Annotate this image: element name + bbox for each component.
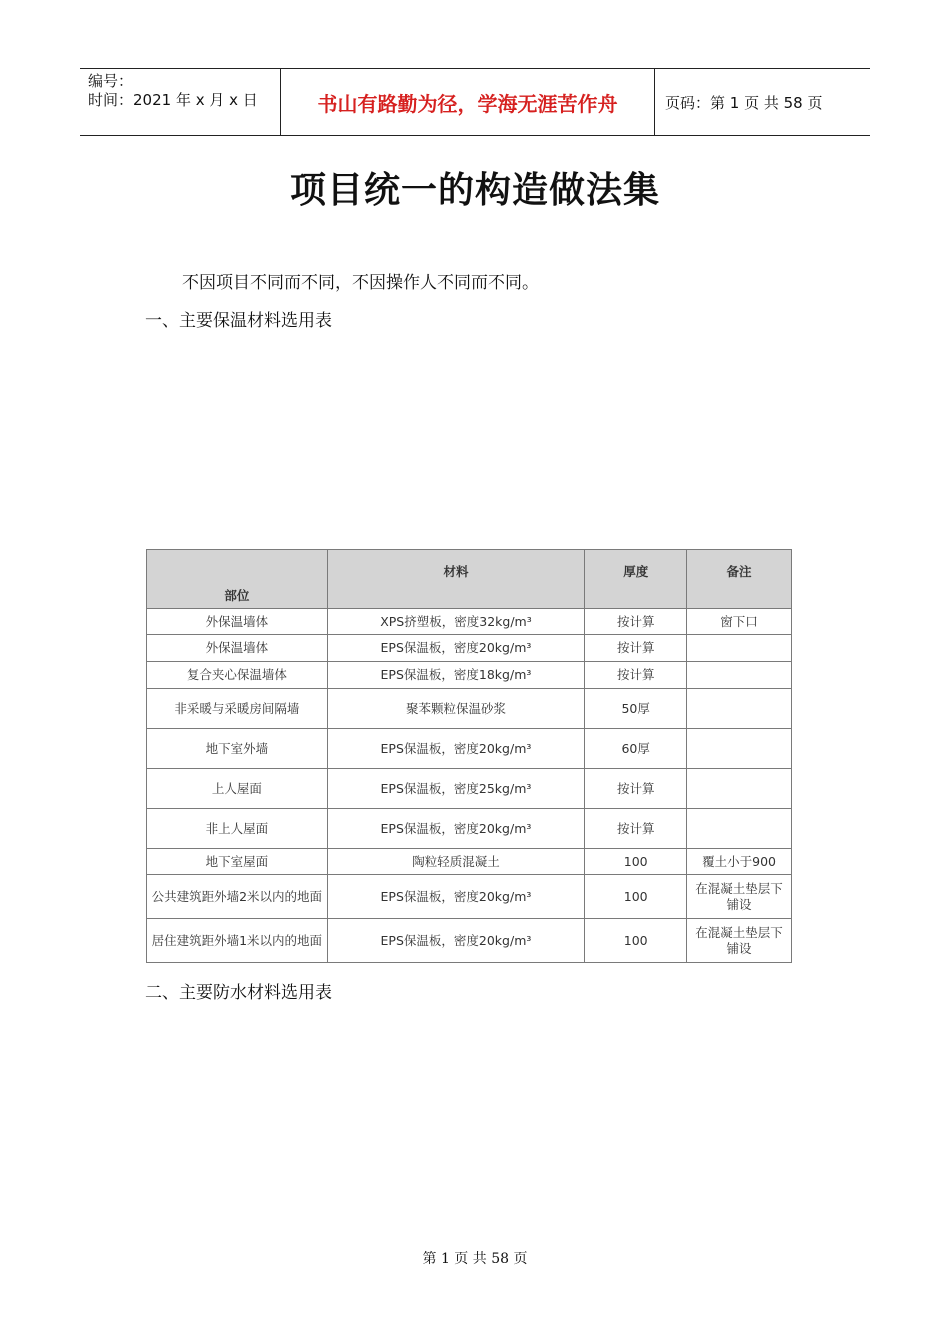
cell-remark — [687, 635, 792, 662]
table-row — [147, 769, 792, 809]
table-row — [147, 919, 792, 963]
cell-remark — [687, 809, 792, 849]
cell-thickness: 60厚 — [585, 729, 687, 769]
document-title: 项目统一的构造做法集 — [289, 170, 660, 211]
cell-remark — [687, 662, 792, 689]
cell-thickness: 50厚 — [585, 689, 687, 729]
cell-material: EPS保温板，密度18kg/m³ — [327, 662, 585, 689]
header-motto: 书山有路勤为径，学海无涯苦作舟 — [281, 69, 655, 135]
cell-remark: 在混凝土垫层下铺设 — [687, 919, 792, 963]
page-footer: 第 1 页 共 58 页 — [422, 1251, 528, 1267]
cell-material: EPS保温板，密度20kg/m³ — [327, 875, 585, 919]
table-row — [147, 609, 792, 635]
document-time-label: 时间：2021 年 x 月 x 日 — [88, 91, 258, 109]
cell-location: 居住建筑距外墙1米以内的地面 — [147, 919, 328, 963]
cell-location: 外保温墙体 — [147, 609, 328, 635]
cell-material: EPS保温板，密度20kg/m³ — [327, 919, 585, 963]
cell-material: 聚苯颗粒保温砂浆 — [327, 689, 585, 729]
cell-thickness: 按计算 — [585, 662, 687, 689]
cell-remark: 窗下口 — [687, 609, 792, 635]
cell-remark: 覆土小于900 — [687, 849, 792, 875]
cell-thickness: 按计算 — [585, 809, 687, 849]
cell-thickness: 按计算 — [585, 769, 687, 809]
cell-remark: 在混凝土垫层下铺设 — [687, 875, 792, 919]
col-header-location: 部位 — [147, 550, 328, 609]
document-number-label: 编号： — [88, 72, 134, 90]
cell-location: 非上人屋面 — [147, 809, 328, 849]
insulation-materials-table — [146, 549, 792, 963]
cell-thickness: 按计算 — [585, 635, 687, 662]
col-header-remark: 备注 — [687, 550, 792, 609]
table-header-row — [147, 550, 792, 609]
cell-location: 非采暖与采暖房间隔墙 — [147, 689, 328, 729]
table-row — [147, 849, 792, 875]
cell-thickness: 100 — [585, 919, 687, 963]
cell-location: 公共建筑距外墙2米以内的地面 — [147, 875, 328, 919]
cell-material: XPS挤塑板，密度32kg/m³ — [327, 609, 585, 635]
cell-location: 上人屋面 — [147, 769, 328, 809]
section-heading-insulation: 一、主要保温材料选用表 — [145, 311, 332, 331]
page-header — [80, 68, 870, 136]
cell-material: EPS保温板，密度25kg/m³ — [327, 769, 585, 809]
cell-location: 复合夹心保温墙体 — [147, 662, 328, 689]
col-header-material: 材料 — [327, 550, 585, 609]
col-header-thickness: 厚度 — [585, 550, 687, 609]
table-row — [147, 662, 792, 689]
cell-thickness: 100 — [585, 875, 687, 919]
cell-thickness: 100 — [585, 849, 687, 875]
cell-remark — [687, 769, 792, 809]
cell-material: EPS保温板，密度20kg/m³ — [327, 809, 585, 849]
table-row — [147, 729, 792, 769]
cell-thickness: 按计算 — [585, 609, 687, 635]
section-heading-waterproofing: 二、主要防水材料选用表 — [145, 983, 332, 1003]
cell-remark — [687, 689, 792, 729]
header-meta — [80, 69, 281, 135]
cell-location: 地下室外墙 — [147, 729, 328, 769]
cell-material: EPS保温板，密度20kg/m³ — [327, 635, 585, 662]
cell-location: 外保温墙体 — [147, 635, 328, 662]
cell-material: 陶粒轻质混凝土 — [327, 849, 585, 875]
cell-material: EPS保温板，密度20kg/m³ — [327, 729, 585, 769]
intro-paragraph: 不因项目不同而不同，不因操作人不同而不同。 — [182, 273, 539, 293]
table-row — [147, 875, 792, 919]
table-row — [147, 809, 792, 849]
table-row — [147, 689, 792, 729]
header-page-info: 页码：第 1 页 共 58 页 — [665, 93, 823, 112]
cell-location: 地下室屋面 — [147, 849, 328, 875]
table-row — [147, 635, 792, 662]
cell-remark — [687, 729, 792, 769]
